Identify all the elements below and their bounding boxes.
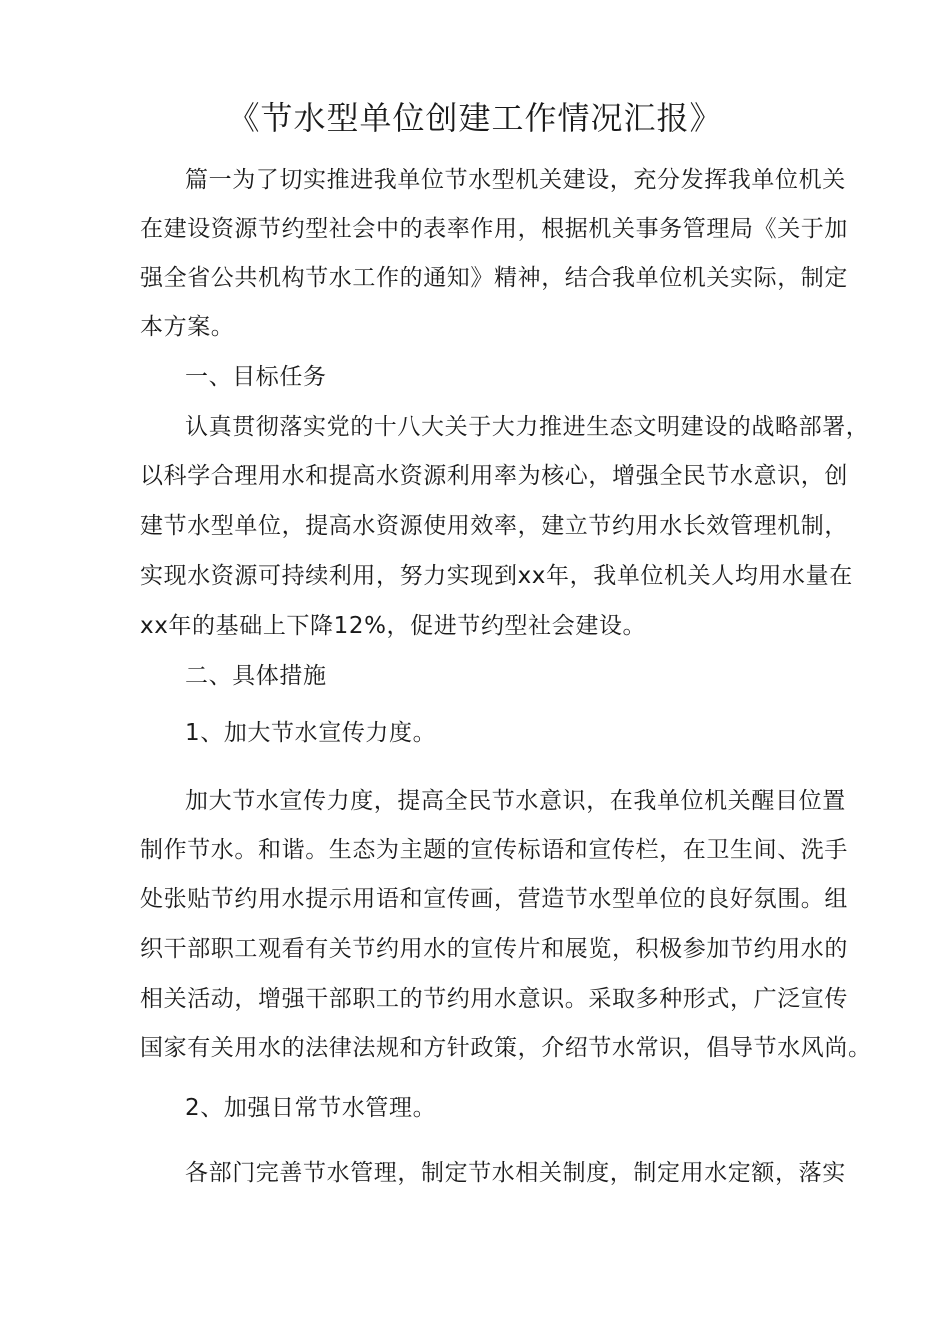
paragraph-line: 篇一为了切实推进我单位节水型机关建设，充分发挥我单位机关 xyxy=(185,167,846,193)
paragraph-line: 处张贴节约用水提示用语和宣传画，营造节水型单位的良好氛围。组 xyxy=(140,886,848,912)
paragraph-line: 织干部职工观看有关节约用水的宣传片和展览，积极参加节约用水的 xyxy=(140,936,848,962)
paragraph-line: 各部门完善节水管理，制定节水相关制度，制定用水定额，落实 xyxy=(185,1160,846,1186)
subsection-heading: 1、加大节水宣传力度。 xyxy=(185,720,437,746)
paragraph-line: 强全省公共机构节水工作的通知》精神，结合我单位机关实际，制定 xyxy=(140,265,848,291)
paragraph-line: 相关活动，增强干部职工的节约用水意识。采取多种形式，广泛宣传 xyxy=(140,986,848,1012)
paragraph-line: 本方案。 xyxy=(140,314,235,340)
section-heading: 二、具体措施 xyxy=(185,663,327,689)
paragraph-line: 加大节水宣传力度，提高全民节水意识，在我单位机关醒目位置 xyxy=(185,788,846,814)
paragraph-line: 以科学合理用水和提高水资源利用率为核心，增强全民节水意识，创 xyxy=(140,463,848,489)
document-title: 《节水型单位创建工作情况汇报》 xyxy=(227,99,723,137)
paragraph-line: xx年的基础上下降12%，促进节约型社会建设。 xyxy=(140,613,647,639)
paragraph-line: 实现水资源可持续利用，努力实现到xx年，我单位机关人均用水量在 xyxy=(140,563,853,589)
subsection-heading: 2、加强日常节水管理。 xyxy=(185,1095,437,1121)
paragraph-line: 在建设资源节约型社会中的表率作用，根据机关事务管理局《关于加 xyxy=(140,216,848,242)
section-heading: 一、目标任务 xyxy=(185,364,327,390)
paragraph-line: 建节水型单位，提高水资源使用效率，建立节约用水长效管理机制， xyxy=(140,513,848,539)
paragraph-line: 国家有关用水的法律法规和方针政策，介绍节水常识，倡导节水风尚。 xyxy=(140,1035,872,1061)
paragraph-line: 制作节水。和谐。生态为主题的宣传标语和宣传栏，在卫生间、洗手 xyxy=(140,837,848,863)
paragraph-line: 认真贯彻落实党的十八大关于大力推进生态文明建设的战略部署， xyxy=(185,414,870,440)
